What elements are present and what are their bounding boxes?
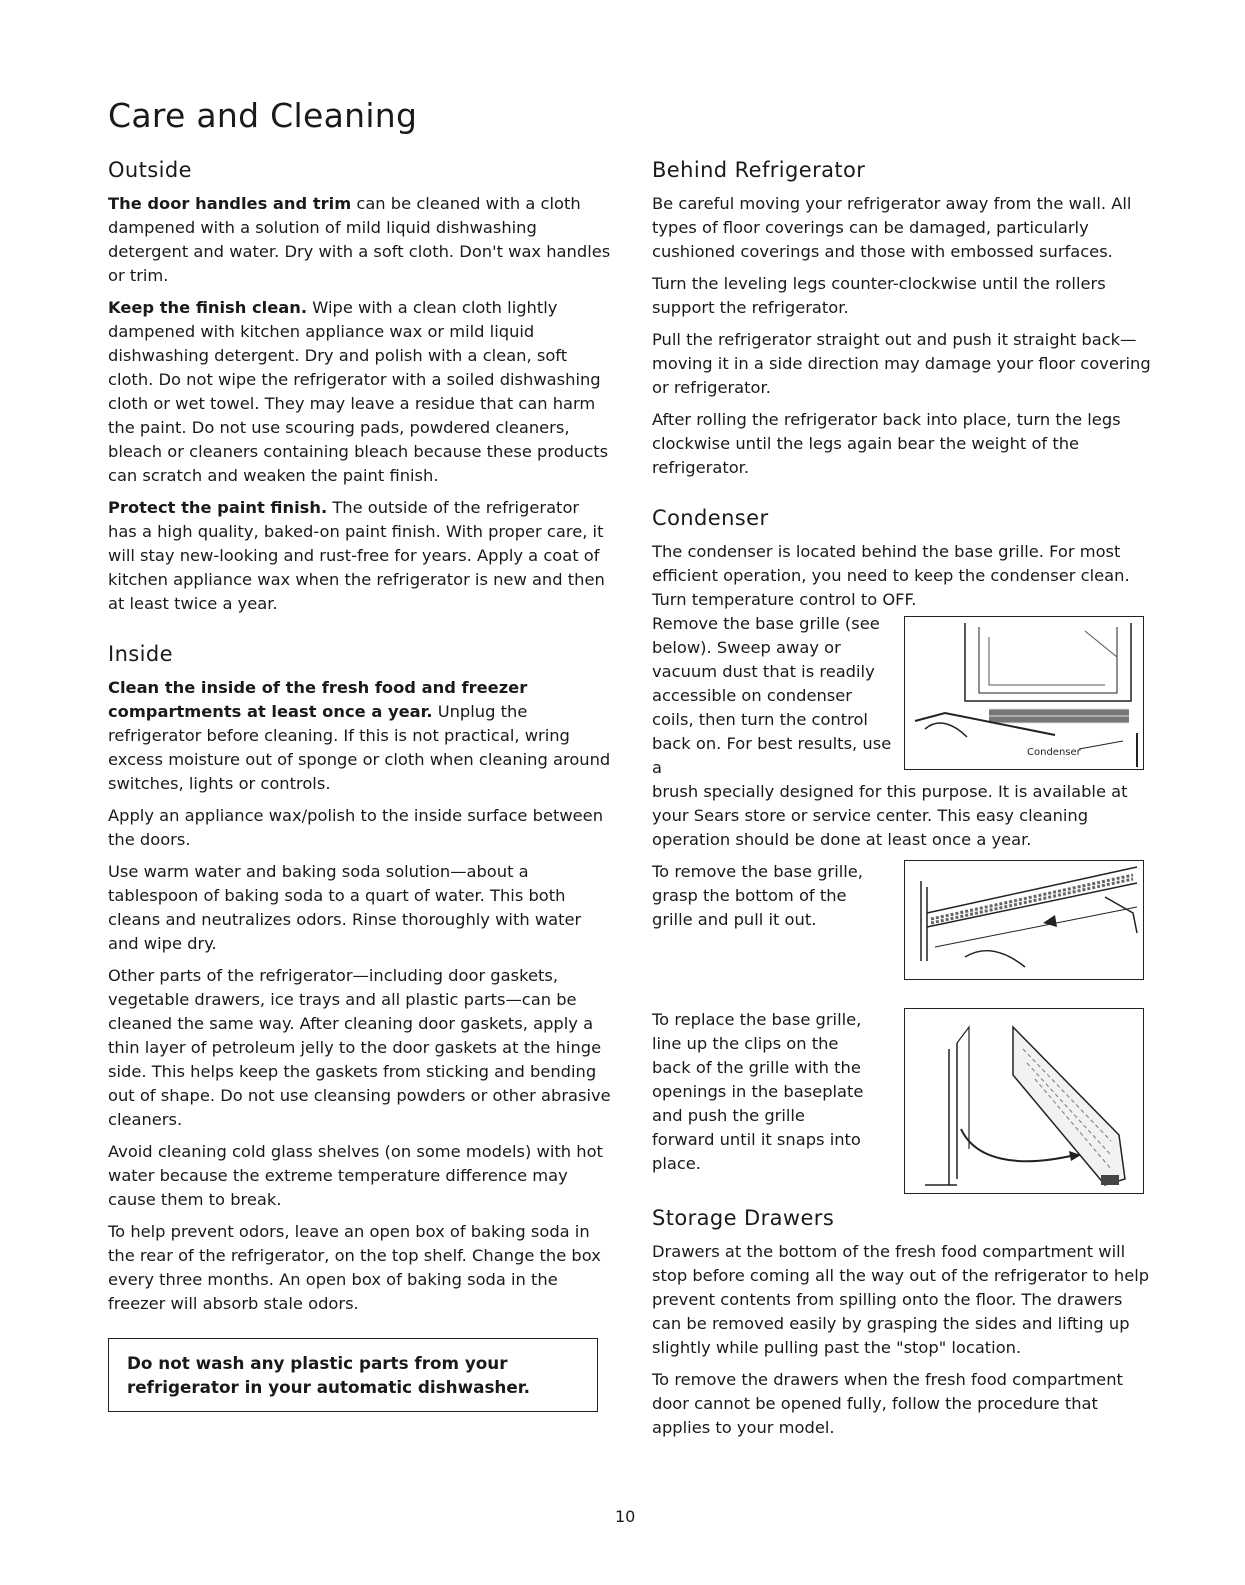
- remove-grille-drawing: [905, 861, 1143, 979]
- condenser-illustration: [904, 616, 1144, 770]
- dishwasher-notice-text: Do not wash any plastic parts from your refrigerator in your automatic dishwasher.: [127, 1353, 531, 1397]
- condenser-figure-label: Condenser: [1027, 747, 1081, 758]
- outside-paragraph-protect-finish: Protect the paint finish. The outside of the refrigerator has a high quality, baked-on paint finish. With proper care, it will stay new-looking and rust-free for years. Apply a coat of kitchen appliance wax when the refrigerator is new and then at least twice a year.: [108, 498, 605, 613]
- storage-paragraph-remove: To remove the drawers when the fresh food compartment door cannot be opened fully, follow the procedure that applies to your model.: [652, 1370, 1123, 1437]
- condenser-heading: Condenser: [652, 506, 769, 530]
- right-column: [652, 158, 1152, 1448]
- page-number: 10: [615, 1507, 636, 1526]
- behind-paragraph-leveling-legs: Turn the leveling legs counter-clockwise until the rollers support the refrigerator.: [652, 274, 1106, 317]
- outside-paragraph-handles: The door handles and trim can be cleaned with a cloth dampened with a solution of mild liquid dishwashing detergent and water. Dry with a soft cloth. Don't wax handles or trim.: [108, 194, 611, 285]
- remove-grille-row: [652, 860, 1152, 978]
- behind-paragraph-pull-straight: Pull the refrigerator straight out and push it straight back—moving it in a side direction may damage your floor covering or refrigerator.: [652, 330, 1151, 397]
- inside-paragraph-other-parts: Other parts of the refrigerator—including door gaskets, vegetable drawers, ice trays and all plastic parts—can be cleaned the same way. After cleaning door gaskets, apply a thin layer of petroleum jelly to the door gaskets at the hinge side. This helps keep the gaskets from sticking and bending out of shape. Do not use cleansing powders or other abrasive cleaners.: [108, 966, 611, 1129]
- outside-heading: Outside: [108, 158, 192, 182]
- behind-refrigerator-heading: Behind Refrigerator: [652, 158, 866, 182]
- replace-grille-instructions: To replace the base grille, line up the clips on the back of the grille with the openings in the baseplate and push the grille forward until it snaps into place.: [652, 1010, 864, 1173]
- condenser-figure-row: [652, 612, 1152, 780]
- replace-grille-row: [652, 1008, 1152, 1192]
- outside-paragraph-finish-clean: Keep the finish clean. Wipe with a clean cloth lightly dampened with kitchen appliance wax or mild liquid dishwashing detergent. Dry and polish with a clean, soft cloth. Do not wipe the refrigerator with a soiled dishwashing cloth or wet towel. They may leave a residue that can harm the paint. Do not use scouring pads, powdered cleaners, bleach or cleaners containing bleach because these products can scratch and weaken the paint finish.: [108, 298, 609, 485]
- behind-paragraph-rolling-back: After rolling the refrigerator back into place, turn the legs clockwise until the legs again bear the weight of the refrigerator.: [652, 410, 1121, 477]
- replace-grille-illustration: [904, 1008, 1144, 1194]
- condenser-paragraph-location: The condenser is located behind the base grille. For most efficient operation, you need to keep the condenser clean. Turn temperature control to OFF.: [652, 542, 1130, 609]
- remove-grille-instructions: To remove the base grille, grasp the bottom of the grille and pull it out.: [652, 862, 863, 929]
- inside-heading: Inside: [108, 642, 173, 666]
- inside-paragraph-glass-shelves: Avoid cleaning cold glass shelves (on some models) with hot water because the extreme temperature difference may cause them to break.: [108, 1142, 603, 1209]
- condenser-drawing: [905, 617, 1143, 769]
- left-column: [108, 158, 613, 1412]
- inside-paragraph-clean-yearly: Clean the inside of the fresh food and freezer compartments at least once a year. Unplug the refrigerator before cleaning. If this is not practical, wring excess moisture out of sponge or cloth when cleaning around switches, lights or controls.: [108, 678, 611, 793]
- replace-grille-drawing: [905, 1009, 1143, 1193]
- storage-drawers-heading: Storage Drawers: [652, 1206, 835, 1230]
- condenser-paragraph-sweep: Remove the base grille (see below). Sweep away or vacuum dust that is readily accessible on condenser coils, then turn the control back on. For best results, use a: [652, 614, 892, 777]
- remove-grille-illustration: [904, 860, 1144, 980]
- condenser-paragraph-brush: brush specially designed for this purpose. It is available at your Sears store or service center. This easy cleaning operation should be done at least once a year.: [652, 782, 1128, 849]
- page-title: Care and Cleaning: [108, 96, 418, 135]
- inside-paragraph-odors: To help prevent odors, leave an open box of baking soda in the rear of the refrigerator, on the top shelf. Change the box every three months. An open box of baking soda in the freezer will absorb stale odors.: [108, 1222, 601, 1313]
- storage-paragraph-drawers: Drawers at the bottom of the fresh food compartment will stop before coming all the way out of the refrigerator to help prevent contents from spilling onto the floor. The drawers can be removed easily by grasping the sides and lifting up slightly while pulling past the "stop" location.: [652, 1242, 1150, 1357]
- dishwasher-notice-box: [108, 1338, 598, 1412]
- behind-paragraph-careful: Be careful moving your refrigerator away from the wall. All types of floor coverings can be damaged, particularly cushioned coverings and those with embossed surfaces.: [652, 194, 1132, 261]
- inside-paragraph-baking-soda: Use warm water and baking soda solution—about a tablespoon of baking soda to a quart of water. This both cleans and neutralizes odors. Rinse thoroughly with water and wipe dry.: [108, 862, 582, 953]
- inside-paragraph-wax: Apply an appliance wax/polish to the inside surface between the doors.: [108, 806, 604, 849]
